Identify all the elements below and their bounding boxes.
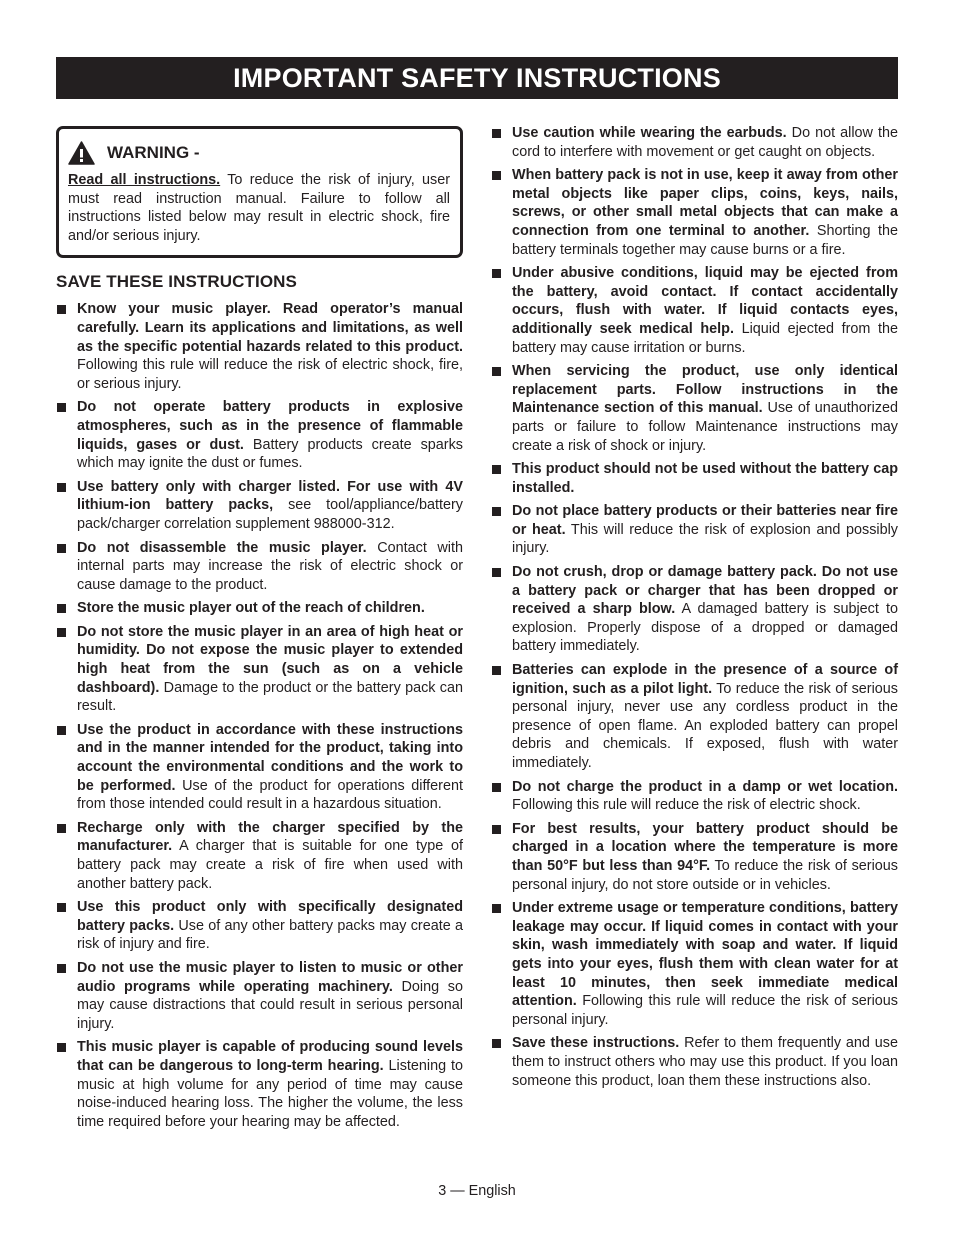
item-bold: This product should not be used without the battery cap installed. — [512, 461, 898, 496]
list-item — [491, 899, 898, 1029]
item-text: A damaged battery is subject to explosion. Properly dispose of a dropped or damaged battery immediately. — [512, 601, 898, 655]
item-bold: Under abusive conditions, liquid may be ejected from the battery, avoid contact. If contact accidentally occurs, flush with water. If liquid contacts eyes, additionally seek medical help. — [512, 265, 898, 337]
item-text: This will reduce the risk of explosion and possibly injury. — [512, 521, 898, 557]
item-text: Following this rule will reduce the risk of electric shock. — [512, 797, 861, 814]
square-bullet-icon — [492, 904, 501, 913]
item-bold: Use battery only with charger listed. For use with 4V lithium-ion battery packs, — [77, 478, 463, 514]
square-bullet-icon — [492, 129, 501, 138]
square-bullet-icon — [492, 367, 501, 376]
square-bullet-icon — [492, 825, 501, 834]
item-text: Doing so may cause distractions that could result in serious personal injury. — [77, 978, 464, 1032]
square-bullet-icon — [57, 403, 66, 412]
item-text: Damage to the product or the battery pack can result. — [77, 679, 463, 715]
square-bullet-icon — [57, 305, 66, 314]
right-column — [491, 124, 898, 1095]
list-item — [491, 820, 898, 894]
item-bold: Batteries can explode in the presence of a source of ignition, such as a pilot light. — [512, 662, 898, 697]
list-item — [56, 898, 463, 954]
section-title: SAVE THESE INSTRUCTIONS — [56, 272, 297, 292]
item-text: Shorting the battery terminals together may cause burns or a fire. — [512, 222, 898, 258]
item-bold: Do not store the music player in an area of high heat or humidity. Do not expose the music player to extended high heat from the sun (such as on a vehicle dashboard). — [77, 623, 463, 696]
list-item — [491, 166, 898, 259]
square-bullet-icon — [57, 544, 66, 553]
list-item — [491, 778, 898, 815]
item-bold: Do not charge the product in a damp or wet location. — [512, 778, 898, 795]
square-bullet-icon — [492, 465, 501, 474]
page-title: IMPORTANT SAFETY INSTRUCTIONS — [233, 63, 721, 93]
item-bold: Know your music player. Read operator’s manual carefully. Learn its applications and limitations, as well as the specific potential hazards related to this product. — [77, 301, 463, 355]
warning-label: WARNING - — [107, 143, 200, 162]
item-bold: Use this product only with specifically designated battery packs. — [77, 899, 463, 934]
item-text: Contact with internal parts may increase the risk of electric shock or cause damage to the product. — [77, 539, 463, 593]
item-text: Use of any other battery packs may create a risk of injury and fire. — [77, 917, 463, 953]
item-bold: Do not crush, drop or damage battery pack. Do not use a battery pack or charger that has been dropped or received a sharp blow. — [512, 564, 898, 618]
warning-lead: Read all instructions. — [68, 172, 221, 188]
left-instruction-list — [56, 300, 463, 1131]
warning-box — [56, 126, 463, 258]
square-bullet-icon — [492, 171, 501, 180]
list-item — [56, 599, 463, 618]
item-bold: Recharge only with the charger specified by the manufacturer. — [77, 819, 463, 855]
item-bold: Do not operate battery products in explosive atmospheres, such as in the presence of flammable liquids, gases or dust. — [77, 399, 463, 453]
item-bold: When battery pack is not in use, keep it away from other metal objects like paper clips, coins, keys, nails, screws, or other small metal objects that can make a connection from one terminal to another. — [512, 167, 898, 239]
item-bold: Do not use the music player to listen to music or other audio programs while operating machinery. — [77, 959, 463, 995]
item-bold: Do not disassemble the music player. — [77, 539, 367, 556]
item-bold: Use caution while wearing the earbuds. — [512, 125, 787, 141]
item-bold: Save these instructions. — [512, 1035, 680, 1052]
list-item — [56, 819, 463, 893]
list-item — [491, 124, 898, 161]
square-bullet-icon — [57, 964, 66, 973]
square-bullet-icon — [492, 507, 501, 516]
item-bold: Under extreme usage or temperature conditions, battery leakage may occur. If liquid comes in contact with your skin, wash immediately with soap and water. If liquid gets into your eyes, flush them with clean water for at least 10 minutes, then seek immediate medical attention. — [512, 900, 898, 1010]
list-item — [56, 539, 463, 595]
square-bullet-icon — [57, 1043, 66, 1052]
square-bullet-icon — [492, 783, 501, 792]
list-item — [56, 300, 463, 393]
square-bullet-icon — [492, 269, 501, 278]
item-text: A charger that is suitable for one type of battery pack may create a risk of fire when used with another battery pack. — [77, 838, 463, 892]
page-footer: 3 — English — [438, 1183, 516, 1199]
square-bullet-icon — [57, 628, 66, 637]
warning-text — [68, 171, 450, 245]
list-item — [491, 502, 898, 558]
list-item — [56, 398, 463, 472]
list-item — [56, 959, 463, 1033]
list-item — [56, 478, 463, 534]
warning-body: To reduce the risk of injury, user must read instruction manual. Failure to follow all instructions listed below may result in electric shock, fire and/or serious injury. — [68, 172, 450, 244]
square-bullet-icon — [57, 483, 66, 492]
list-item — [491, 661, 898, 773]
item-bold: For best results, your battery product should be charged in a location where the temperature is more than 50°F but less than 94°F. — [512, 820, 898, 874]
warning-triangle-icon — [68, 141, 95, 165]
item-text: Do not allow the cord to interfere with movement or get caught on objects. — [512, 125, 898, 160]
square-bullet-icon — [492, 666, 501, 675]
square-bullet-icon — [57, 824, 66, 833]
item-bold: Use the product in accordance with these instructions and in the manner intended for the product, taking into account the environmental conditions and the work to be performed. — [77, 721, 463, 794]
list-item — [56, 623, 463, 716]
item-text: Use of unauthorized parts or failure to follow Maintenance instructions may create a risk of shock or injury. — [512, 400, 898, 454]
item-text: To reduce the risk of serious personal injury, do not store outside or in vehicles. — [512, 857, 898, 893]
item-text: Refer to them frequently and use them to instruct others who may use this product. If you loan someone this product, loan them these instructions also. — [512, 1035, 898, 1089]
right-instruction-list — [491, 124, 898, 1090]
square-bullet-icon — [492, 568, 501, 577]
item-text: Liquid ejected from the battery may cause irritation or burns. — [512, 320, 898, 356]
item-text: Use of the product for operations different from those intended could result in a hazardous situation. — [77, 777, 463, 813]
item-bold: Do not place battery products or their batteries near fire or heat. — [512, 503, 898, 538]
header-bar — [56, 57, 898, 99]
list-item — [491, 362, 898, 455]
list-item — [491, 563, 898, 656]
item-text: Listening to music at high volume for any period of time may cause noise-induced hearing loss. The higher the volume, the less time required before your hearing may be affected. — [77, 1057, 463, 1130]
square-bullet-icon — [57, 604, 66, 613]
item-text: Following this rule will reduce the risk of electric shock, fire, or serious injury. — [77, 357, 463, 392]
square-bullet-icon — [492, 1039, 501, 1048]
list-item — [56, 721, 463, 814]
square-bullet-icon — [57, 903, 66, 912]
list-item — [491, 1034, 898, 1090]
list-item — [491, 460, 898, 497]
list-item — [56, 1038, 463, 1131]
warning-header — [68, 141, 450, 165]
item-text: see tool/appliance/battery pack/charger correlation supplement 988000-312. — [77, 497, 463, 532]
list-item — [491, 264, 898, 357]
item-bold: When servicing the product, use only identical replacement parts. Follow instructions in the Maintenance section of this manual. — [512, 363, 898, 417]
item-text: Following this rule will reduce the risk of serious personal injury. — [512, 993, 898, 1028]
item-bold: Store the music player out of the reach of children. — [77, 600, 425, 617]
square-bullet-icon — [57, 726, 66, 735]
left-column — [56, 124, 463, 1136]
item-text: Battery products create sparks which may ignite the dust or fumes. — [77, 436, 463, 472]
item-text: To reduce the risk of serious personal injury, never use any cordless product in the presence of open flame. An exploded battery can propel debris and chemicals. If exposed, flush with water immediately. — [512, 680, 898, 771]
item-bold: This music player is capable of producing sound levels that can be dangerous to long-term hearing. — [77, 1039, 463, 1074]
